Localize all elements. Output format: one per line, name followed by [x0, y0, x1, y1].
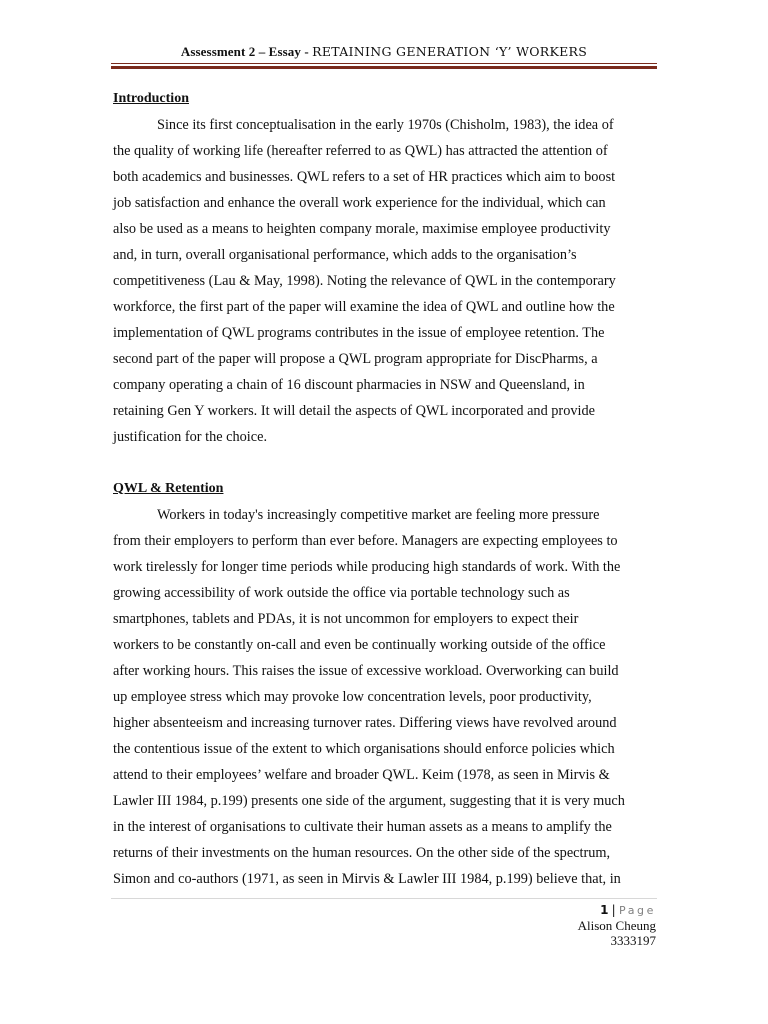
text-line: after working hours. This raises the issue of excessive workload. Overworking can build — [113, 663, 619, 679]
text-line: retaining Gen Y workers. It will detail the aspects of QWL incorporated and provide — [113, 403, 595, 419]
text-line: Simon and co-authors (1971, as seen in Mirvis & Lawler III 1984, p.199) believe that, in — [113, 871, 621, 887]
text-line: growing accessibility of work outside the office via portable technology such as — [113, 585, 570, 601]
text-line: workers to be constantly on-call and even be continually working outside of the office — [113, 637, 606, 653]
text-line: workforce, the first part of the paper will examine the idea of QWL and outline how the — [113, 299, 615, 315]
paragraph-introduction — [113, 112, 658, 450]
text-line: work tirelessly for longer time periods while producing high standards of work. With the — [113, 559, 621, 575]
running-header — [0, 44, 768, 60]
page-number: 1 — [600, 903, 609, 917]
text-line: both academics and businesses. QWL refers to a set of HR practices which aim to boost — [113, 169, 616, 185]
text-line: second part of the paper will propose a QWL program appropriate for DiscPharms, a — [113, 351, 598, 367]
text-line: competitiveness (Lau & May, 1998). Noting the relevance of QWL in the contemporary — [113, 273, 616, 289]
header-rule-thick — [111, 66, 657, 69]
text-line: implementation of QWL programs contributes in the issue of employee retention. The — [113, 325, 605, 341]
text-line: the contentious issue of the extent to which organisations should enforce policies which — [113, 741, 615, 757]
text-line: Lawler III 1984, p.199) presents one side of the argument, suggesting that it is very much — [113, 793, 625, 809]
page-word: Page — [618, 904, 656, 917]
page-number-line — [578, 902, 656, 918]
text-line: higher absenteeism and increasing turnover rates. Differing views have revolved around — [113, 715, 617, 731]
text-line: and, in turn, overall organisational performance, which adds to the organisation’s — [113, 247, 577, 263]
text-line: Workers in today's increasingly competitive market are feeling more pressure — [157, 507, 600, 523]
footer-student-id: 3333197 — [610, 933, 656, 948]
section-heading-introduction: Introduction — [113, 91, 189, 106]
text-line: Since its first conceptualisation in the early 1970s (Chisholm, 1983), the idea of — [157, 117, 614, 133]
text-line: attend to their employees’ welfare and broader QWL. Keim (1978, as seen in Mirvis & — [113, 767, 610, 783]
header-title-prefix: Assessment 2 – Essay - — [180, 44, 313, 59]
page-separator: | — [611, 903, 616, 917]
footer-author: Alison Cheung — [577, 918, 656, 933]
text-line: returns of their investments on the human resources. On the other side of the spectrum, — [113, 845, 611, 861]
text-line: also be used as a means to heighten company morale, maximise employee productivity — [113, 221, 611, 237]
section-heading-qwl-retention: QWL & Retention — [113, 481, 224, 496]
text-line: up employee stress which may provoke low concentration levels, poor productivity, — [113, 689, 592, 705]
text-line: in the interest of organisations to cultivate their human assets as a means to amplify the — [113, 819, 612, 835]
header-title-caps: RETAINING GENERATION ‘Y’ WORKERS — [312, 44, 588, 59]
footer-rule — [111, 898, 657, 899]
header-rule-thin — [111, 63, 657, 64]
text-line: smartphones, tablets and PDAs, it is not uncommon for employers to expect their — [113, 611, 579, 627]
page-footer — [578, 902, 656, 948]
text-line: company operating a chain of 16 discount pharmacies in NSW and Queensland, in — [113, 377, 585, 393]
text-line: justification for the choice. — [113, 429, 268, 445]
text-line: the quality of working life (hereafter referred to as QWL) has attracted the attention of — [113, 143, 608, 159]
text-line: from their employers to perform than ever before. Managers are expecting employees to — [113, 533, 618, 549]
paragraph-qwl-retention — [113, 502, 658, 892]
text-line: job satisfaction and enhance the overall work experience for the individual, which can — [113, 195, 606, 211]
